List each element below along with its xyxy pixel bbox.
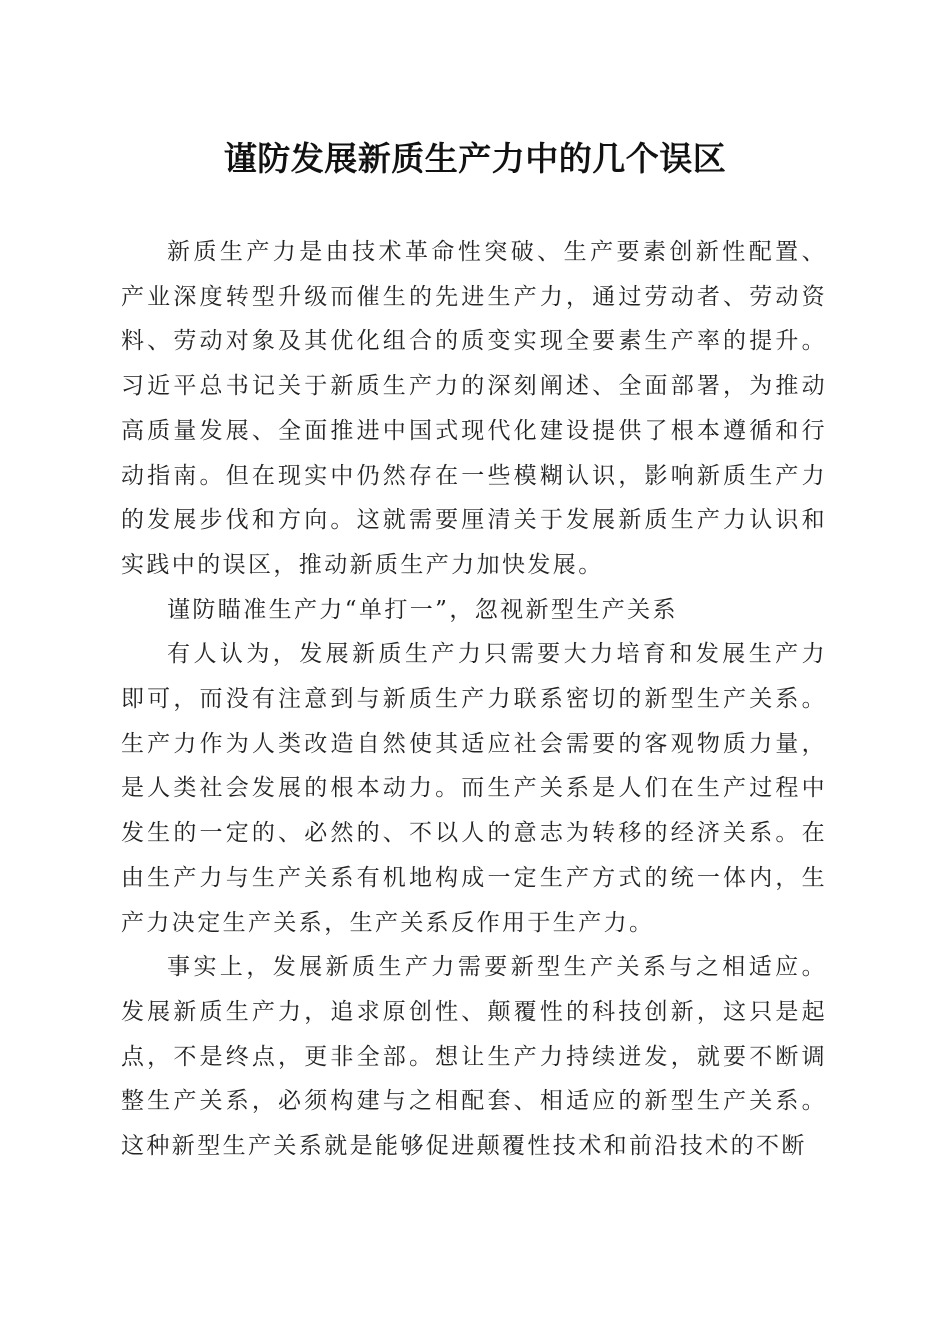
paragraph-intro: 新质生产力是由技术革命性突破、生产要素创新性配置、产业深度转型升级而催生的先进生产力，通过劳动者、劳动资料、劳动对象及其优化组合的质变实现全要素生产率的提升。习近平总书记关于新质生产力的深刻阐述、全面部署，为推动高质量发展、全面推进中国式现代化建设提供了根本遵循和行动指南。但在现实中仍然存在一些模糊认识，影响新质生产力的发展步伐和方向。这就需要厘清关于发展新质生产力认识和实践中的误区，推动新质生产力加快发展。 — [121, 239, 827, 578]
paragraph-misconception: 有人认为，发展新质生产力只需要大力培育和发展生产力即可，而没有注意到与新质生产力联系密切的新型生产关系。生产力作为人类改造自然使其适应社会需要的客观物质力量，是人类社会发展的根本动力。而生产关系是人们在生产过程中发生的一定的、必然的、不以人的意志为转移的经济关系。在由生产力与生产关系有机地构成一定生产方式的统一体内，生产力决定生产关系，生产关系反作用于生产力。 — [121, 641, 827, 936]
paragraph-fact: 事实上，发展新质生产力需要新型生产关系与之相适应。发展新质生产力，追求原创性、颠覆性的科技创新，这只是起点，不是终点，更非全部。想让生产力持续迸发，就要不断调整生产关系，必须构建与之相配套、相适应的新型生产关系。这种新型生产关系就是能够促进颠覆性技术和前沿技术的不断 — [121, 954, 827, 1160]
document-title: 谨防发展新质生产力中的几个误区 — [223, 139, 727, 178]
section-heading: 谨防瞄准生产力“单打一”，忽视新型生产关系 — [167, 596, 678, 623]
document-body — [121, 230, 827, 1169]
